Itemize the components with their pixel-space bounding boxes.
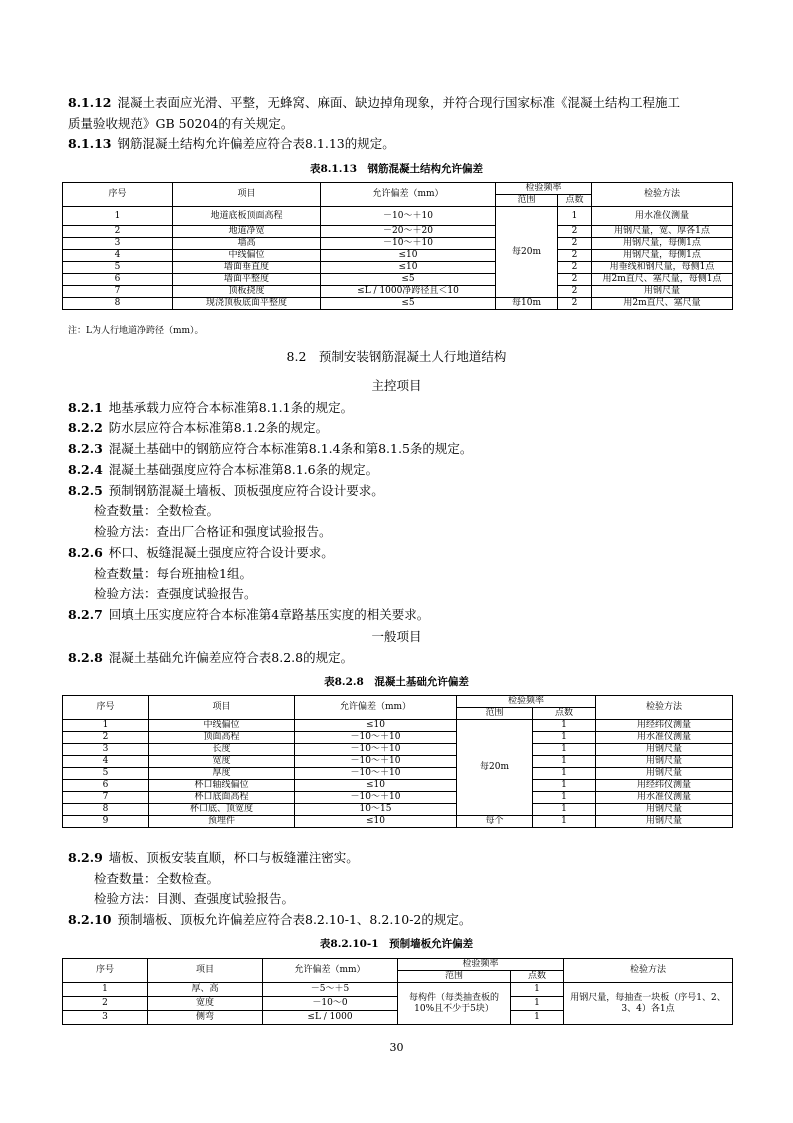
table-8-2-10-1 <box>62 958 733 1025</box>
cell-method: 用钢尺量，每侧1点 <box>592 238 733 250</box>
cell-points: 1 <box>533 744 596 756</box>
header-tolerance: 允许偏差（mm） <box>263 959 398 983</box>
clause-line: 8.2.4 混凝土基础强度应符合本标准第8.1.6条的规定。 <box>68 462 379 477</box>
header-frequency: 检验频率 <box>398 959 564 971</box>
cell-method: 用钢尺量 <box>596 756 733 768</box>
table-row <box>63 298 733 310</box>
clause-line: 检验方法：查强度试验报告。 <box>94 586 257 601</box>
cell-item: 厚度 <box>149 768 295 780</box>
cell-tolerance: ≤L / 1000净跨径且＜10 <box>321 286 496 298</box>
cell-tolerance: 10～15 <box>295 804 457 816</box>
header-tolerance: 允许偏差（mm） <box>321 183 496 207</box>
cell-tolerance: －10～0 <box>263 997 398 1011</box>
header-points: 点数 <box>533 708 596 720</box>
cell-tolerance: ≤10 <box>321 250 496 262</box>
header-method: 检验方法 <box>592 183 733 207</box>
cell-range: 每20m <box>457 720 533 816</box>
header-tolerance: 允许偏差（mm） <box>295 696 457 720</box>
cell-range: 每个 <box>457 816 533 828</box>
clause-line: 8.2.6 杯口、板缝混凝土强度应符合设计要求。 <box>68 545 334 560</box>
cell-points: 1 <box>533 720 596 732</box>
clause-line: 8.2.3 混凝土基础中的钢筋应符合本标准第8.1.4条和第8.1.5条的规定。 <box>68 441 473 456</box>
table-8-1-13-title: 表8.1.13 钢筋混凝土结构允许偏差 <box>309 163 484 175</box>
table-row <box>63 238 733 250</box>
cell-points: 1 <box>533 732 596 744</box>
cell-seq: 2 <box>63 226 173 238</box>
cell-item: 预埋件 <box>149 816 295 828</box>
cell-item: 现浇顶板底面平整度 <box>173 298 321 310</box>
cell-item: 地道底板顶面高程 <box>173 207 321 226</box>
cell-tolerance: －10～＋10 <box>295 768 457 780</box>
table-row <box>63 756 733 768</box>
cell-method: 用水准仪测量 <box>596 732 733 744</box>
cell-points: 2 <box>558 298 592 310</box>
cell-item: 顶板挠度 <box>173 286 321 298</box>
header-method: 检验方法 <box>596 696 733 720</box>
table-row <box>63 226 733 238</box>
table-row <box>63 792 733 804</box>
cell-method: 用水准仪测量 <box>592 207 733 226</box>
cell-points: 2 <box>558 274 592 286</box>
cell-seq: 5 <box>63 262 173 274</box>
header-seq: 序号 <box>63 696 149 720</box>
cell-tolerance: ≤10 <box>295 780 457 792</box>
cell-points: 2 <box>558 286 592 298</box>
cell-seq: 7 <box>63 792 149 804</box>
section-title: 8.2 预制安装钢筋混凝土人行地道结构 <box>286 349 507 364</box>
header-item: 项目 <box>148 959 263 983</box>
cell-method: 用经纬仪测量 <box>596 780 733 792</box>
header-item: 项目 <box>149 696 295 720</box>
clause-line: 检查数量：全数检查。 <box>94 503 220 518</box>
cell-seq: 1 <box>63 207 173 226</box>
cell-range: 每构件（每类抽查板的10%且不少于5块） <box>398 983 511 1025</box>
cell-tolerance: ≤5 <box>321 274 496 286</box>
clause-line: 检查数量：全数检查。 <box>94 871 220 886</box>
cell-points: 2 <box>558 226 592 238</box>
cell-tolerance: －10～＋10 <box>295 744 457 756</box>
general-items-title: 一般项目 <box>371 629 422 644</box>
table-8-2-8-title: 表8.2.8 混凝土基础允许偏差 <box>324 676 469 688</box>
cell-range: 每20m <box>496 207 558 298</box>
cell-seq: 3 <box>63 1011 148 1025</box>
clause-8-1-13: 8.1.13 钢筋混凝土结构允许偏差应符合表8.1.13的规定。 <box>68 136 395 151</box>
table-row <box>63 207 733 226</box>
table-row <box>63 250 733 262</box>
cell-points: 1 <box>533 816 596 828</box>
clause-8-1-12-cont: 质量验收规范》GB 50204的有关规定。 <box>68 116 294 131</box>
table-row <box>63 262 733 274</box>
table-8-1-13 <box>62 182 733 310</box>
header-method: 检验方法 <box>564 959 733 983</box>
table-row <box>63 744 733 756</box>
cell-item: 宽度 <box>148 997 263 1011</box>
header-item: 项目 <box>173 183 321 207</box>
cell-points: 1 <box>533 780 596 792</box>
cell-tolerance: ≤10 <box>321 262 496 274</box>
cell-tolerance: －10～＋10 <box>295 756 457 768</box>
main-items-title: 主控项目 <box>371 378 422 393</box>
cell-method: 用钢尺量 <box>596 804 733 816</box>
header-frequency: 检验频率 <box>457 696 596 708</box>
cell-range: 每10m <box>496 298 558 310</box>
cell-seq: 7 <box>63 286 173 298</box>
cell-item: 长度 <box>149 744 295 756</box>
cell-points: 2 <box>558 250 592 262</box>
clause-line: 8.2.1 地基承载力应符合本标准第8.1.1条的规定。 <box>68 400 354 415</box>
cell-item: 中线偏位 <box>149 720 295 732</box>
cell-seq: 3 <box>63 238 173 250</box>
cell-item: 宽度 <box>149 756 295 768</box>
cell-tolerance: －10～＋10 <box>295 792 457 804</box>
cell-item: 顶面高程 <box>149 732 295 744</box>
clause-line: 8.2.9 墙板、顶板安装直顺，杯口与板缝灌注密实。 <box>68 850 359 865</box>
cell-item: 墙面垂直度 <box>173 262 321 274</box>
cell-method: 用钢尺量 <box>596 768 733 780</box>
header-points: 点数 <box>511 971 564 983</box>
cell-item: 杯口底面高程 <box>149 792 295 804</box>
table-8-2-10-1-title: 表8.2.10-1 预制墙板允许偏差 <box>319 938 474 950</box>
cell-points: 1 <box>533 768 596 780</box>
header-points: 点数 <box>558 195 592 207</box>
cell-points: 1 <box>511 983 564 997</box>
cell-seq: 2 <box>63 732 149 744</box>
table-row <box>63 286 733 298</box>
cell-method: 用钢尺量，每抽查一块板（序号1、2、3、4）各1点 <box>564 983 733 1025</box>
table-row <box>63 274 733 286</box>
header-range: 范围 <box>457 708 533 720</box>
cell-method: 用钢尺量 <box>596 816 733 828</box>
table-row <box>63 768 733 780</box>
cell-method: 用2m直尺、塞尺量 <box>592 298 733 310</box>
cell-item: 杯口底、顶宽度 <box>149 804 295 816</box>
cell-seq: 8 <box>63 298 173 310</box>
cell-points: 1 <box>511 997 564 1011</box>
cell-seq: 4 <box>63 756 149 768</box>
cell-tolerance: ≤10 <box>295 720 457 732</box>
cell-seq: 1 <box>63 720 149 732</box>
cell-method: 用垂线和钢尺量，每侧1点 <box>592 262 733 274</box>
cell-seq: 2 <box>63 997 148 1011</box>
cell-seq: 9 <box>63 816 149 828</box>
cell-tolerance: －10～＋10 <box>321 207 496 226</box>
cell-item: 中线偏位 <box>173 250 321 262</box>
cell-item: 墙高 <box>173 238 321 250</box>
cell-item: 地道净宽 <box>173 226 321 238</box>
cell-points: 1 <box>511 1011 564 1025</box>
cell-item: 杯口轴线偏位 <box>149 780 295 792</box>
cell-tolerance: ≤L / 1000 <box>263 1011 398 1025</box>
header-range: 范围 <box>496 195 558 207</box>
cell-seq: 6 <box>63 274 173 286</box>
clause-line: 检验方法：目测、查强度试验报告。 <box>94 891 295 906</box>
cell-method: 用钢尺量，宽、厚各1点 <box>592 226 733 238</box>
cell-method: 用钢尺量，每侧1点 <box>592 250 733 262</box>
cell-points: 1 <box>558 207 592 226</box>
cell-item: 侧弯 <box>148 1011 263 1025</box>
cell-points: 1 <box>533 792 596 804</box>
table-row <box>63 732 733 744</box>
cell-method: 用钢尺量 <box>592 286 733 298</box>
cell-tolerance: ≤10 <box>295 816 457 828</box>
clause-line: 8.2.2 防水层应符合本标准第8.1.2条的规定。 <box>68 420 329 435</box>
cell-seq: 3 <box>63 744 149 756</box>
table-note: 注：L为人行地道净跨径（mm）。 <box>68 326 204 336</box>
clause-line: 8.2.7 回填土压实度应符合本标准第4章路基压实度的相关要求。 <box>68 607 430 622</box>
cell-points: 1 <box>533 804 596 816</box>
cell-tolerance: －5～＋5 <box>263 983 398 997</box>
cell-tolerance: －10～＋10 <box>295 732 457 744</box>
cell-tolerance: －20～＋20 <box>321 226 496 238</box>
page-number: 30 <box>389 1041 404 1054</box>
cell-points: 2 <box>558 262 592 274</box>
table-row <box>63 804 733 816</box>
clause-8-2-8: 8.2.8 混凝土基础允许偏差应符合表8.2.8的规定。 <box>68 650 354 665</box>
cell-points: 1 <box>533 756 596 768</box>
cell-method: 用钢尺量 <box>596 744 733 756</box>
cell-method: 用水准仪测量 <box>596 792 733 804</box>
cell-item: 厚、高 <box>148 983 263 997</box>
cell-tolerance: ≤5 <box>321 298 496 310</box>
header-frequency: 检验频率 <box>496 183 592 195</box>
table-row <box>63 816 733 828</box>
cell-seq: 8 <box>63 804 149 816</box>
clause-8-1-12: 8.1.12 混凝土表面应光滑、平整，无蜂窝、麻面、缺边掉角现象，并符合现行国家标准《混凝土结构工程施工 <box>68 95 681 110</box>
clause-line: 检查数量：每台班抽检1组。 <box>94 566 252 581</box>
table-row <box>63 720 733 732</box>
cell-method: 用经纬仪测量 <box>596 720 733 732</box>
cell-seq: 6 <box>63 780 149 792</box>
cell-seq: 4 <box>63 250 173 262</box>
clause-line: 8.2.5 预制钢筋混凝土墙板、顶板强度应符合设计要求。 <box>68 483 384 498</box>
table-row <box>63 983 733 997</box>
cell-method: 用2m直尺、塞尺量，每侧1点 <box>592 274 733 286</box>
cell-seq: 1 <box>63 983 148 997</box>
header-seq: 序号 <box>63 959 148 983</box>
cell-seq: 5 <box>63 768 149 780</box>
header-seq: 序号 <box>63 183 173 207</box>
table-row <box>63 780 733 792</box>
header-range: 范围 <box>398 971 511 983</box>
table-8-2-8 <box>62 695 733 828</box>
clause-line: 检验方法：查出厂合格证和强度试验报告。 <box>94 524 332 539</box>
clause-line: 8.2.10 预制墙板、顶板允许偏差应符合表8.2.10-1、8.2.10-2的规定。 <box>68 912 472 927</box>
cell-tolerance: －10～＋10 <box>321 238 496 250</box>
cell-item: 墙面平整度 <box>173 274 321 286</box>
cell-points: 2 <box>558 238 592 250</box>
